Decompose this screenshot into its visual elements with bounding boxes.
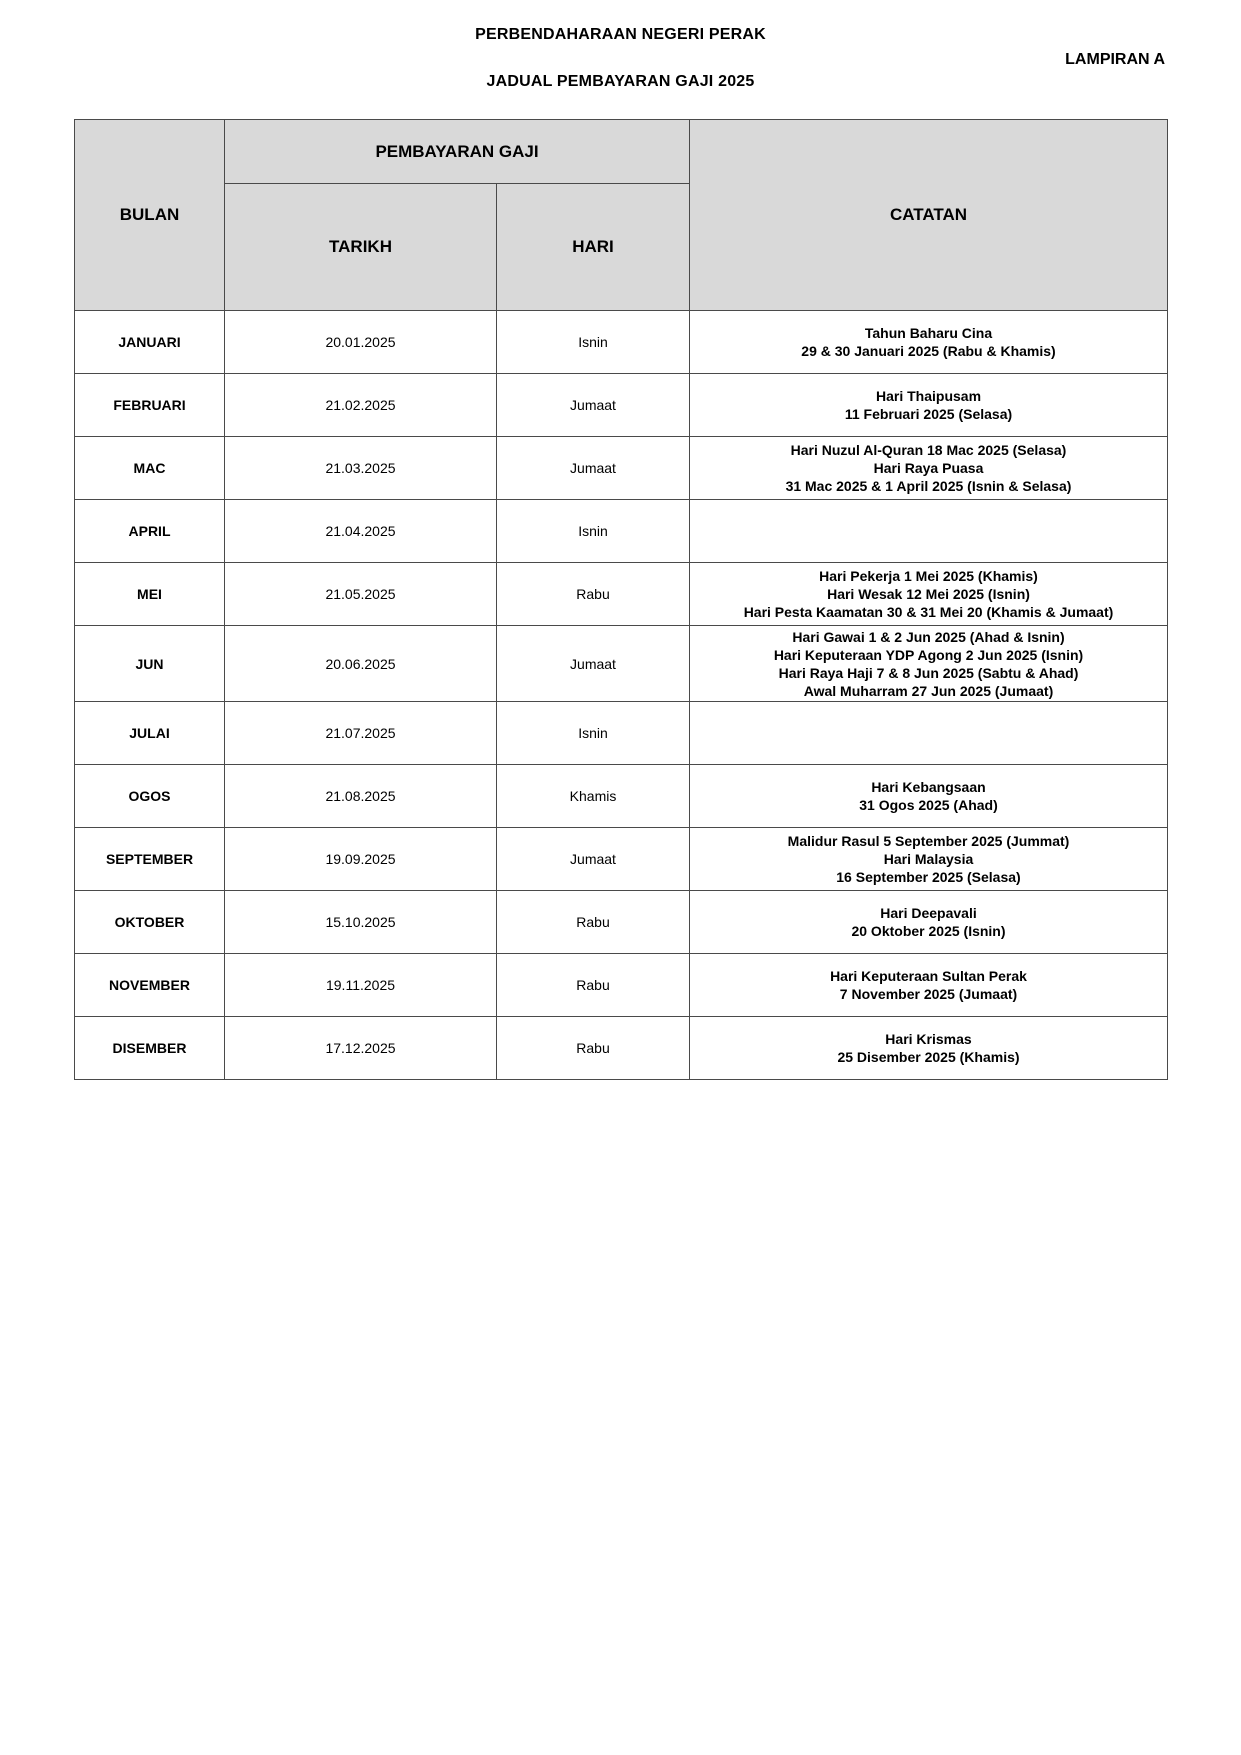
month-cell: JUN xyxy=(75,626,225,702)
note-line: 25 Disember 2025 (Khamis) xyxy=(837,1049,1020,1065)
payment-day-cell: Rabu xyxy=(497,891,690,954)
table-row xyxy=(75,1017,1168,1080)
organization-title: PERBENDAHARAAN NEGERI PERAK xyxy=(475,26,766,43)
table-row xyxy=(75,374,1168,437)
column-header-day: HARI xyxy=(497,184,690,311)
note-line: Hari Keputeraan Sultan Perak xyxy=(830,968,1027,984)
month-cell: MEI xyxy=(75,563,225,626)
payment-day-cell: Khamis xyxy=(497,765,690,828)
note-line: Hari Thaipusam xyxy=(875,388,982,404)
month-cell: OKTOBER xyxy=(75,891,225,954)
note-line: Hari Kebangsaan xyxy=(871,779,986,795)
schedule-title: JADUAL PEMBAYARAN GAJI 2025 xyxy=(486,73,755,90)
table-row xyxy=(75,702,1168,765)
note-line: Hari Keputeraan YDP Agong 2 Jun 2025 (Isnin) xyxy=(773,646,1084,663)
payment-date-cell: 20.01.2025 xyxy=(225,311,497,374)
payment-date-cell: 21.03.2025 xyxy=(225,437,497,500)
note-line: Hari Krismas xyxy=(885,1031,972,1047)
note-line: Hari Pesta Kaamatan 30 & 31 Mei 20 (Khamis & Jumaat) xyxy=(743,604,1114,620)
payment-date-cell: 21.08.2025 xyxy=(225,765,497,828)
note-line: Hari Gawai 1 & 2 Jun 2025 (Ahad & Isnin) xyxy=(792,628,1065,645)
column-header-payment-group: PEMBAYARAN GAJI xyxy=(225,120,690,184)
notes-cell xyxy=(690,702,1168,765)
payment-day-cell: Jumaat xyxy=(497,437,690,500)
notes-cell xyxy=(690,437,1168,500)
note-line: 31 Ogos 2025 (Ahad) xyxy=(859,797,998,813)
note-line: 31 Mac 2025 & 1 April 2025 (Isnin & Selasa) xyxy=(785,478,1072,494)
column-header-notes: CATATAN xyxy=(690,120,1168,311)
table-row xyxy=(75,500,1168,563)
payment-day-cell: Rabu xyxy=(497,1017,690,1080)
note-line: Awal Muharram 27 Jun 2025 (Jumaat) xyxy=(803,682,1054,699)
table-row xyxy=(75,765,1168,828)
column-header-month: BULAN xyxy=(75,120,225,311)
note-line: 29 & 30 Januari 2025 (Rabu & Khamis) xyxy=(801,343,1056,359)
payment-day-cell: Rabu xyxy=(497,954,690,1017)
note-line: 16 September 2025 (Selasa) xyxy=(836,869,1021,885)
notes-cell xyxy=(690,1017,1168,1080)
table-row xyxy=(75,891,1168,954)
note-line: Tahun Baharu Cina xyxy=(864,325,993,341)
column-header-date: TARIKH xyxy=(225,184,497,311)
note-line: Hari Nuzul Al-Quran 18 Mac 2025 (Selasa) xyxy=(790,442,1067,458)
note-line: Hari Pekerja 1 Mei 2025 (Khamis) xyxy=(819,568,1038,584)
table-row xyxy=(75,311,1168,374)
note-line: Hari Raya Puasa xyxy=(873,460,984,476)
notes-cell xyxy=(690,626,1168,702)
payment-day-cell: Jumaat xyxy=(497,626,690,702)
month-cell: JULAI xyxy=(75,702,225,765)
note-line: Hari Deepavali xyxy=(880,905,977,921)
table-row xyxy=(75,563,1168,626)
payment-day-cell: Jumaat xyxy=(497,828,690,891)
notes-cell xyxy=(690,563,1168,626)
payment-date-cell: 20.06.2025 xyxy=(225,626,497,702)
salary-schedule-table xyxy=(74,119,1168,1080)
notes-cell xyxy=(690,765,1168,828)
payment-date-cell: 21.07.2025 xyxy=(225,702,497,765)
notes-cell xyxy=(690,374,1168,437)
notes-cell xyxy=(690,311,1168,374)
notes-cell xyxy=(690,954,1168,1017)
payment-date-cell: 17.12.2025 xyxy=(225,1017,497,1080)
table-header-row xyxy=(75,120,1168,184)
notes-cell xyxy=(690,500,1168,563)
payment-day-cell: Isnin xyxy=(497,311,690,374)
payment-date-cell: 19.09.2025 xyxy=(225,828,497,891)
payment-date-cell: 19.11.2025 xyxy=(225,954,497,1017)
note-line: Hari Wesak 12 Mei 2025 (Isnin) xyxy=(827,586,1030,602)
table-row xyxy=(75,954,1168,1017)
payment-date-cell: 21.05.2025 xyxy=(225,563,497,626)
payment-day-cell: Isnin xyxy=(497,702,690,765)
payment-day-cell: Isnin xyxy=(497,500,690,563)
note-line: 7 November 2025 (Jumaat) xyxy=(839,986,1018,1002)
note-line: Malidur Rasul 5 September 2025 (Jummat) xyxy=(787,833,1070,849)
table-row xyxy=(75,437,1168,500)
month-cell: DISEMBER xyxy=(75,1017,225,1080)
month-cell: NOVEMBER xyxy=(75,954,225,1017)
note-line: 20 Oktober 2025 (Isnin) xyxy=(851,923,1006,939)
notes-cell xyxy=(690,891,1168,954)
table-row xyxy=(75,626,1168,702)
month-cell: JANUARI xyxy=(75,311,225,374)
notes-cell xyxy=(690,828,1168,891)
payment-day-cell: Jumaat xyxy=(497,374,690,437)
payment-day-cell: Rabu xyxy=(497,563,690,626)
appendix-label: LAMPIRAN A xyxy=(1065,51,1165,68)
payment-date-cell: 21.02.2025 xyxy=(225,374,497,437)
table-row xyxy=(75,828,1168,891)
month-cell: MAC xyxy=(75,437,225,500)
month-cell: FEBRUARI xyxy=(75,374,225,437)
note-line: Hari Raya Haji 7 & 8 Jun 2025 (Sabtu & Ahad) xyxy=(778,664,1079,681)
month-cell: OGOS xyxy=(75,765,225,828)
note-line: Hari Malaysia xyxy=(883,851,974,867)
table-body xyxy=(75,311,1168,1080)
payment-date-cell: 15.10.2025 xyxy=(225,891,497,954)
month-cell: SEPTEMBER xyxy=(75,828,225,891)
month-cell: APRIL xyxy=(75,500,225,563)
payment-date-cell: 21.04.2025 xyxy=(225,500,497,563)
note-line: 11 Februari 2025 (Selasa) xyxy=(844,406,1013,422)
